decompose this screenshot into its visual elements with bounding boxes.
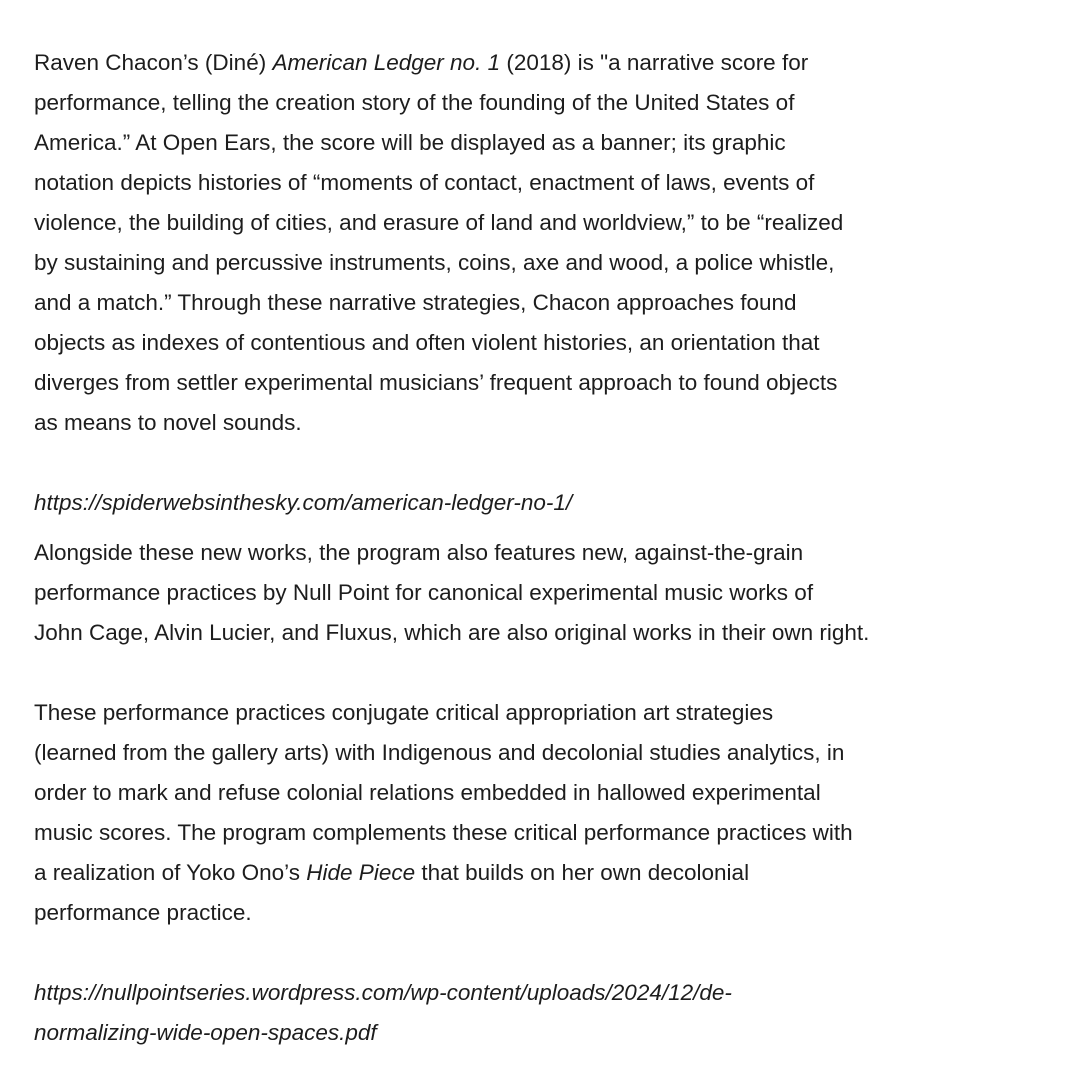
text-line: These performance practices conjugate critical appropriation art strategies — [34, 700, 774, 725]
text-line: America.” At Open Ears, the score will be displayed as a banner; its graphic — [34, 130, 786, 155]
text-line: music scores. The program complements these critical performance practices with — [34, 820, 853, 845]
text-line: a realization of Yoko Ono’s Hide Piece that builds on her own decolonial — [34, 860, 750, 885]
text-line: and a match.” Through these narrative strategies, Chacon approaches found — [34, 290, 797, 315]
link-nullpoint-pdf-line-2[interactable]: normalizing-wide-open-spaces.pdf — [34, 1020, 377, 1045]
text-line: John Cage, Alvin Lucier, and Fluxus, which are also original works in their own right. — [34, 620, 870, 645]
text-line: (learned from the gallery arts) with Indigenous and decolonial studies analytics, in — [34, 740, 845, 765]
text-line: performance, telling the creation story of the founding of the United States of — [34, 90, 795, 115]
link-nullpoint-paragraph — [34, 973, 1044, 1053]
work-title-hide-piece: Hide Piece — [306, 860, 416, 885]
work-title-american-ledger: American Ledger no. 1 — [272, 50, 501, 75]
text-line: performance practice. — [34, 900, 252, 925]
link-nullpoint-pdf-line-1[interactable]: https://nullpointseries.wordpress.com/wp-content/uploads/2024/12/de- — [34, 980, 732, 1005]
paragraph-american-ledger — [34, 43, 1044, 443]
article-body — [34, 43, 1044, 1053]
text-line: diverges from settler experimental musicians’ frequent approach to found objects — [34, 370, 838, 395]
paragraph-new-works — [34, 533, 1044, 653]
link-spiderwebs-american-ledger[interactable]: https://spiderwebsinthesky.com/american-ledger-no-1/ — [34, 490, 573, 515]
text-line: Alongside these new works, the program also features new, against-the-grain — [34, 540, 804, 565]
text-line: notation depicts histories of “moments of contact, enactment of laws, events of — [34, 170, 815, 195]
text-line: objects as indexes of contentious and often violent histories, an orientation that — [34, 330, 820, 355]
text-line: performance practices by Null Point for canonical experimental music works of — [34, 580, 814, 605]
text-line: as means to novel sounds. — [34, 410, 302, 435]
link-spiderwebs-paragraph — [34, 483, 1044, 523]
paragraph-performance-practices — [34, 693, 1044, 933]
text-line: by sustaining and percussive instruments, coins, axe and wood, a police whistle, — [34, 250, 835, 275]
text-line: violence, the building of cities, and erasure of land and worldview,” to be “realized — [34, 210, 844, 235]
text-line: Raven Chacon’s (Diné) American Ledger no. 1 (2018) is "a narrative score for — [34, 50, 809, 75]
text-line: order to mark and refuse colonial relations embedded in hallowed experimental — [34, 780, 821, 805]
